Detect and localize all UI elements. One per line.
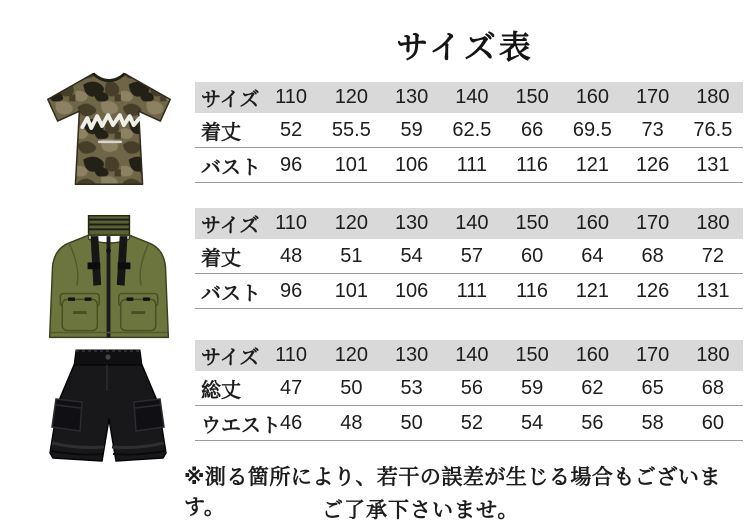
measurement-value: 64 — [581, 244, 604, 267]
page-title: サイズ表 — [396, 29, 534, 65]
size-table-header-row — [195, 340, 743, 371]
measurement-value: 50 — [340, 376, 363, 399]
measurement-label: ウエスト — [201, 414, 281, 437]
measurement-value: 47 — [280, 376, 303, 399]
size-column-header: 160 — [575, 212, 610, 234]
size-column-header: 180 — [696, 86, 730, 108]
measurement-value: 58 — [641, 411, 664, 434]
measurement-value: 66 — [521, 118, 544, 141]
size-column-header: 170 — [635, 212, 670, 234]
measurement-value: 59 — [400, 118, 423, 141]
measurement-value: 121 — [575, 153, 610, 176]
measurement-label: バスト — [201, 282, 261, 305]
size-column-header: 120 — [334, 344, 369, 366]
measurement-value: 126 — [635, 279, 670, 302]
measurement-value: 54 — [400, 244, 423, 267]
size-column-header: 140 — [455, 86, 489, 108]
measurement-value: 60 — [701, 411, 724, 434]
size-column-header: 150 — [515, 212, 549, 234]
measurement-value: 101 — [334, 153, 369, 176]
measurement-value: 65 — [641, 376, 664, 399]
camo-tshirt-icon — [30, 62, 188, 196]
measurement-row — [195, 406, 743, 441]
measurement-value: 73 — [641, 118, 664, 141]
size-column-header: 130 — [394, 344, 429, 366]
measurement-value: 60 — [521, 244, 544, 267]
measurement-value: 50 — [400, 411, 423, 434]
measurement-value: 96 — [280, 153, 303, 176]
measurement-value: 57 — [460, 244, 483, 267]
measurement-label: 総丈 — [201, 379, 241, 402]
measurement-value: 52 — [280, 118, 303, 141]
measurement-value: 46 — [280, 411, 303, 434]
measurement-value: 121 — [575, 279, 610, 302]
measurement-row — [195, 274, 743, 309]
size-header-label: サイズ — [201, 215, 260, 237]
measurement-value: 106 — [394, 153, 429, 176]
size-column-header: 170 — [635, 344, 670, 366]
size-column-header: 110 — [275, 86, 308, 108]
measurement-value: 55.5 — [331, 118, 371, 141]
measurement-value: 56 — [581, 411, 604, 434]
measurement-label: 着丈 — [201, 247, 241, 270]
measurement-value: 72 — [701, 244, 724, 267]
measurement-label: 着丈 — [201, 121, 241, 144]
size-table-camo-tshirt — [195, 82, 743, 183]
disclaimer-line-2: ご了承下さいませ。 — [322, 499, 520, 522]
measurement-value: 48 — [340, 411, 363, 434]
measurement-value: 62 — [581, 376, 604, 399]
measurement-value: 68 — [701, 376, 724, 399]
black-cargo-shorts-icon — [26, 341, 190, 472]
measurement-row — [195, 113, 743, 148]
product-image-black-cargo-shorts — [26, 341, 190, 472]
disclaimer-line-1: ※測る箇所により、若干の誤差が生じる場合もございます。 — [184, 466, 721, 519]
size-table-header-row — [195, 208, 743, 239]
measurement-label: バスト — [201, 156, 261, 179]
size-header-label: サイズ — [201, 347, 260, 369]
measurement-value: 51 — [340, 244, 363, 267]
measurement-row — [195, 371, 743, 406]
size-column-header: 120 — [334, 212, 369, 234]
measurement-value: 48 — [280, 244, 303, 267]
size-column-header: 150 — [515, 344, 549, 366]
measurement-row — [195, 148, 743, 183]
size-header-label: サイズ — [201, 89, 260, 111]
measurement-value: 56 — [460, 376, 483, 399]
product-image-camo-tshirt — [30, 62, 188, 196]
size-column-header: 160 — [575, 344, 610, 366]
size-column-header: 110 — [275, 212, 308, 234]
measurement-value: 59 — [521, 376, 544, 399]
measurement-value: 116 — [516, 153, 549, 176]
size-table-black-cargo-shorts — [195, 340, 743, 441]
measurement-value: 101 — [334, 279, 369, 302]
measurement-value: 131 — [696, 153, 730, 176]
size-table-header-row — [195, 82, 743, 113]
measurement-value: 116 — [516, 279, 549, 302]
measurement-value: 68 — [641, 244, 664, 267]
measurement-value: 126 — [635, 153, 670, 176]
measurement-value: 53 — [400, 376, 423, 399]
size-column-header: 120 — [334, 86, 369, 108]
size-column-header: 130 — [394, 212, 429, 234]
measurement-value: 76.5 — [693, 118, 733, 141]
measurement-value: 54 — [521, 411, 544, 434]
olive-vest-icon — [36, 209, 182, 347]
measurement-value: 131 — [696, 279, 730, 302]
size-column-header: 110 — [275, 344, 308, 366]
size-column-header: 130 — [394, 86, 429, 108]
measurement-value: 69.5 — [572, 118, 612, 141]
measurement-value: 111 — [456, 279, 488, 302]
measurement-value: 96 — [280, 279, 303, 302]
measurement-value: 52 — [460, 411, 483, 434]
size-column-header: 180 — [696, 344, 730, 366]
size-column-header: 170 — [635, 86, 670, 108]
size-column-header: 150 — [515, 86, 549, 108]
measurement-value: 106 — [394, 279, 429, 302]
product-image-olive-vest — [36, 209, 182, 347]
size-table-olive-vest — [195, 208, 743, 309]
size-column-header: 140 — [455, 212, 489, 234]
measurement-value: 62.5 — [452, 118, 492, 141]
size-column-header: 140 — [455, 344, 489, 366]
measurement-row — [195, 239, 743, 274]
size-column-header: 180 — [696, 212, 730, 234]
size-column-header: 160 — [575, 86, 610, 108]
measurement-value: 111 — [456, 153, 488, 176]
